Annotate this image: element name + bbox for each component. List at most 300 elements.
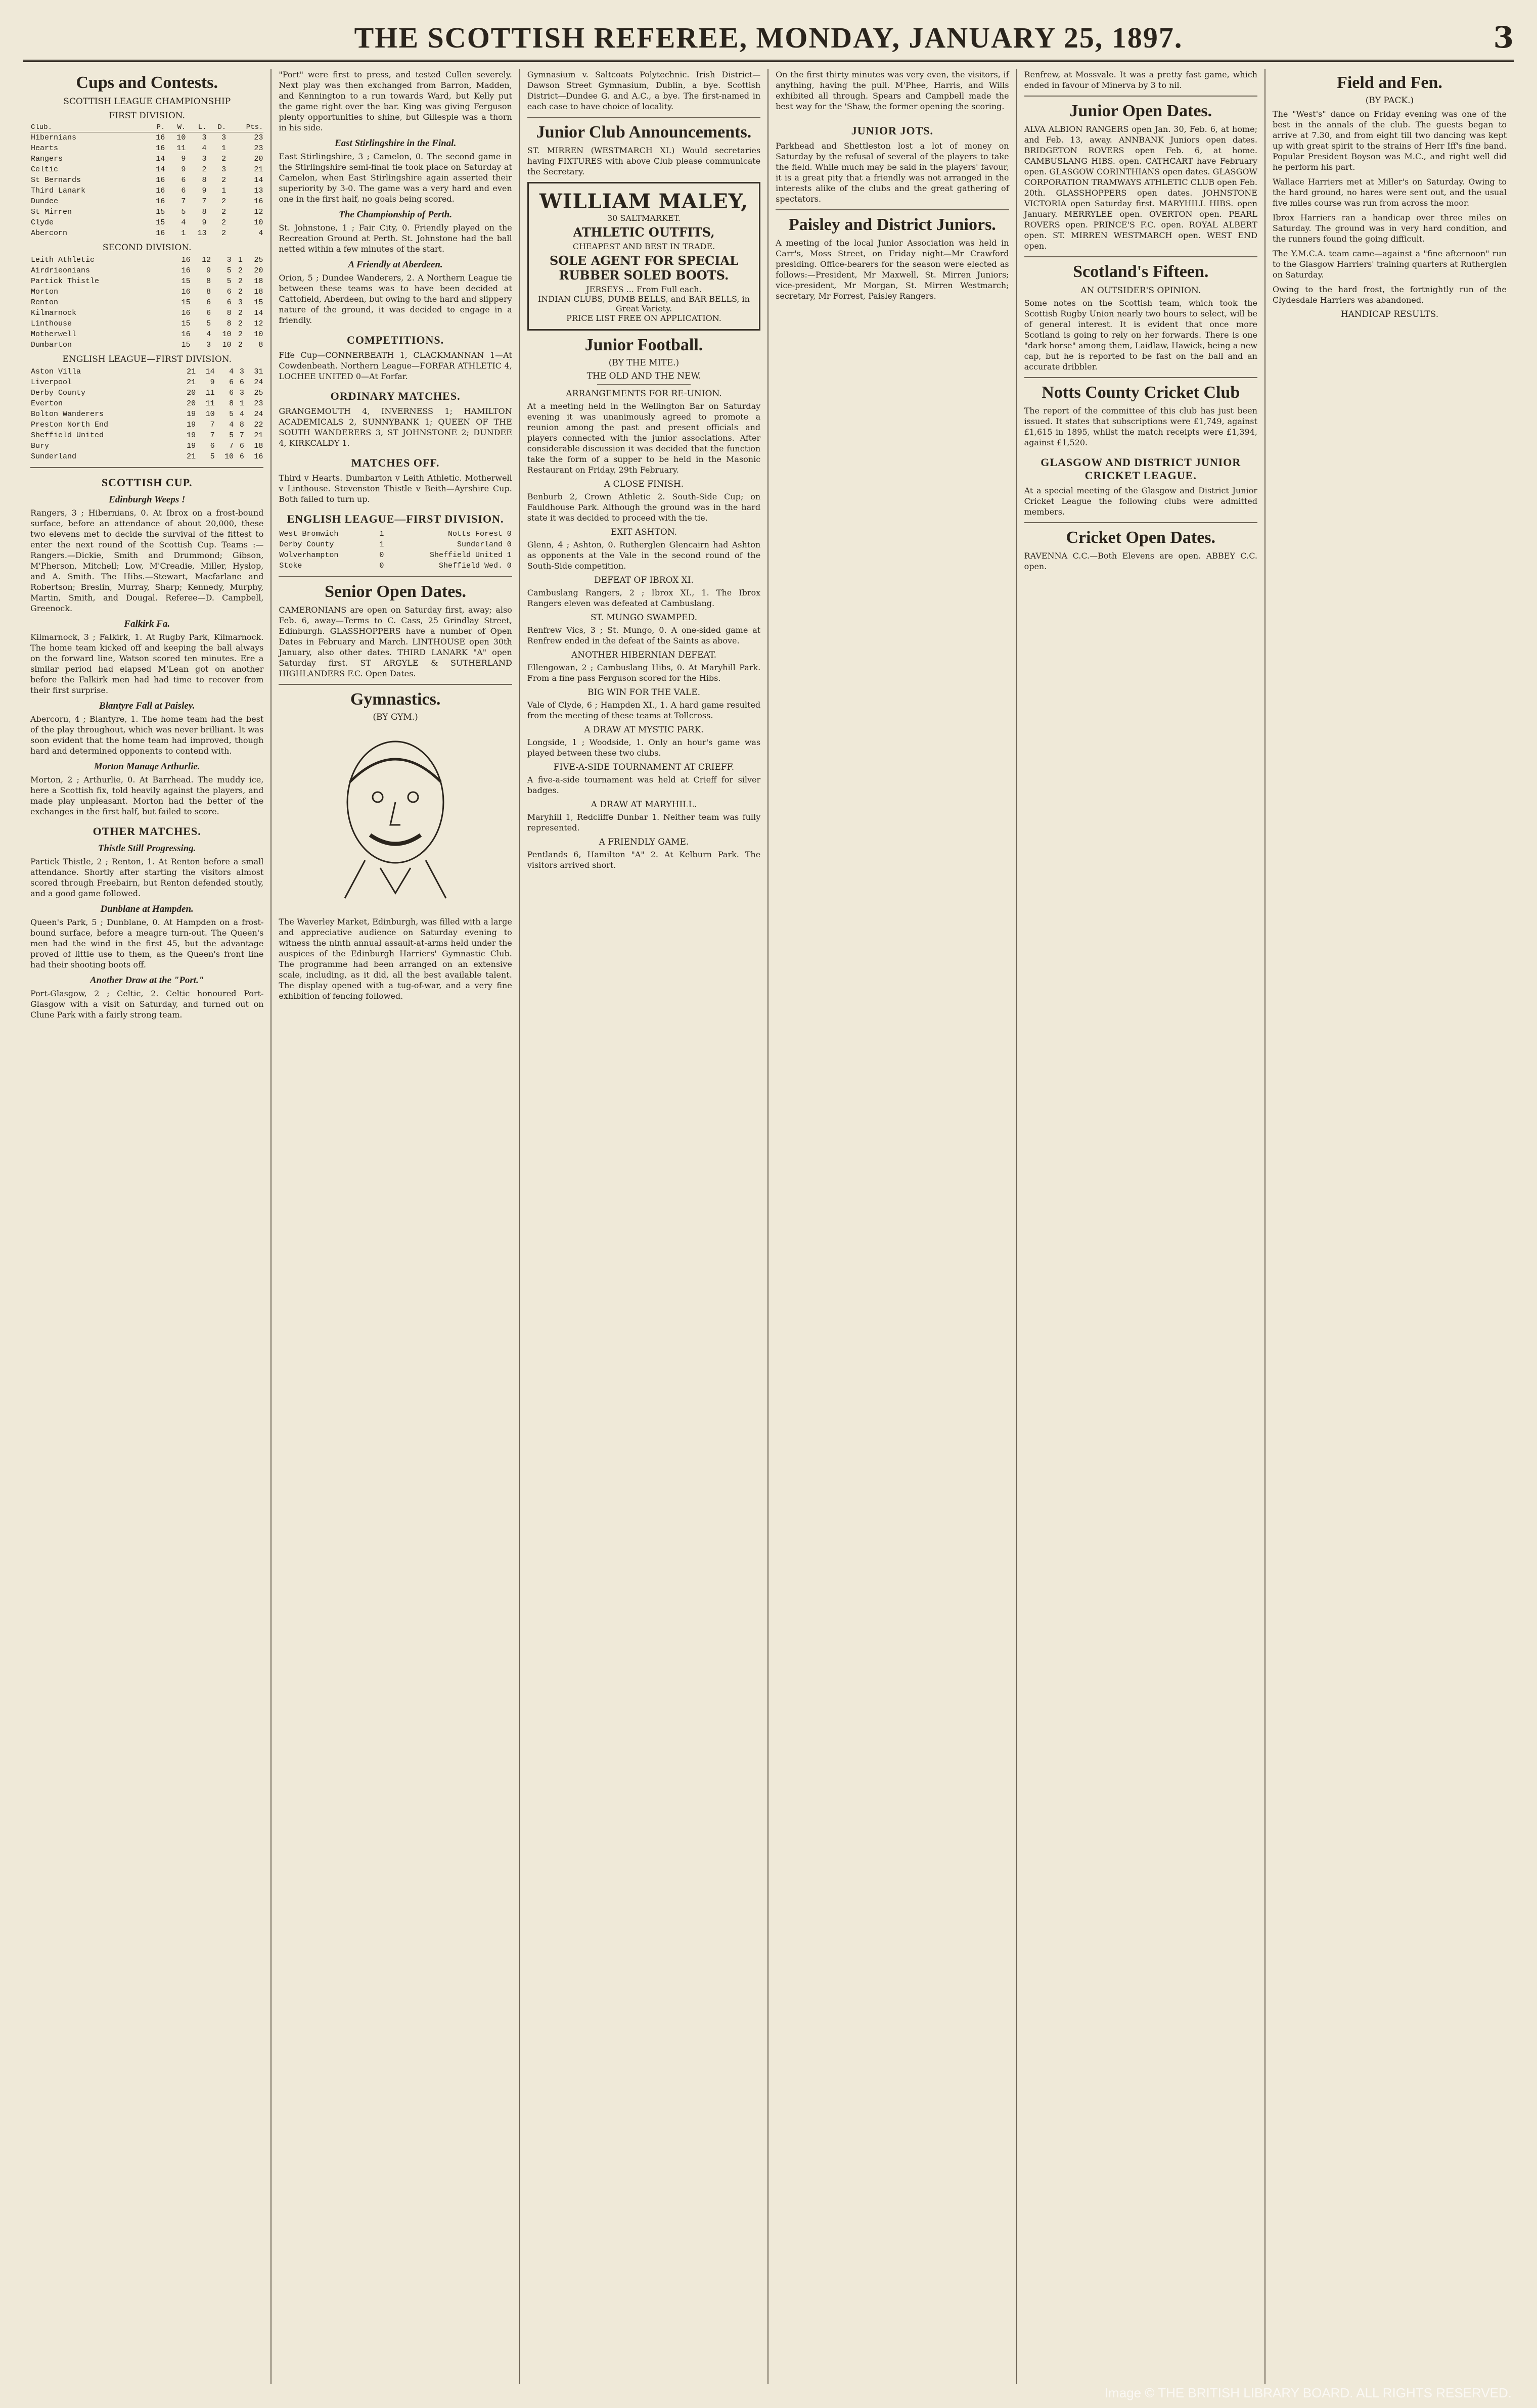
table-row (30, 388, 263, 398)
table-cell: 3 (206, 341, 211, 349)
table-cell: Leith Athletic (31, 256, 95, 264)
blantyre-text: Abercorn, 4 ; Blantyre, 1. The home team had the best of the play throughout, which was never brilliant. It was soon evident that the home team had improved, though hard and determined opponents to contend with. (30, 714, 264, 756)
competitions-heading: COMPETITIONS. (347, 334, 444, 346)
table-cell: 6 (227, 288, 232, 296)
table-row (30, 186, 263, 196)
junior-club-heading: Junior Club Announcements. (536, 123, 752, 142)
fifteen-text: Some notes on the Scottish team, which took the Scottish Rugby Union nearly two hours to select, will be of general interest. It is evident that once more Scotland is going to rely on her forwards. There is one "dark horse" among them, Laidlaw, Hawick, being a new cap, but he is reported to be fast on the ball and an accurate dribbler. (1024, 298, 1257, 372)
table-cell: 7 (210, 431, 215, 440)
table-cell: 7 (181, 197, 186, 206)
table-cell: 4 (229, 367, 234, 376)
table-cell: 9 (202, 218, 207, 227)
table-row (30, 441, 263, 451)
table-cell: 3 (221, 165, 227, 174)
table-cell: 11 (176, 144, 186, 153)
table-cell: 19 (187, 431, 196, 440)
table-cell: 7 (239, 431, 244, 440)
scottish-cup-heading: SCOTTISH CUP. (101, 476, 193, 489)
table-cell: Sunderland (457, 540, 503, 549)
table-cell: Bury (31, 442, 50, 450)
table-cell: 0 (379, 551, 384, 560)
cricket-open-heading: Cricket Open Dates. (1066, 528, 1216, 547)
english-league-title: ENGLISH LEAGUE—FIRST DIVISION. (62, 354, 232, 364)
table-cell: Notts Forest (448, 530, 503, 538)
table-row (30, 287, 263, 297)
col3-top-text: Gymnasium v. Saltcoats Polytechnic. Irish District—Dawson Street Gymnasium, Dublin, a bye. Scottish District—Dundee G. and A.C., a bye. The first-named in each case to have choice of locality. (527, 70, 761, 111)
masthead (23, 19, 1514, 62)
table-cell: 19 (187, 410, 196, 419)
table-cell: 16 (156, 144, 165, 153)
page-number: 3 (1493, 20, 1514, 55)
table-cell: 4 (258, 229, 263, 238)
table-cell: 15 (181, 277, 191, 286)
table-row (30, 318, 263, 329)
perth-heading: The Championship of Perth. (339, 209, 452, 220)
table-cell: 15 (254, 298, 263, 307)
table-cell: 2 (221, 218, 227, 227)
fifteen-heading: Scotland's Fifteen. (1073, 262, 1209, 281)
paisley-heading: Paisley and District Juniors. (788, 215, 996, 234)
table-cell: Sunderland (31, 452, 77, 461)
reunion-text: At a meeting held in the Wellington Bar on Saturday evening it was unanimously agreed to promote a reunion among the past and present officials and players connected with the junior associations. After considerable discussion it was decided that the function take the form of a supper to be held in the Masonic Restaurant on Friday, 29th February. (527, 401, 761, 475)
table-cell: Everton (31, 399, 63, 408)
paisley-text: A meeting of the local Junior Association was held in Carr's, Moss Street, on Friday night—Mr Crawford presiding. Office-bearers for the season were elected as follows:—President, Mr Maxwell, St. Mirren Juniors; vice-president, Mr Morgan, St. Mirren Westmarch; secretary, Mr Forrest, Paisley Rangers. (776, 238, 1009, 301)
another-draw-text: Port-Glasgow, 2 ; Celtic, 2. Celtic honoured Port-Glasgow with a visit on Saturday, and turned out on Clune Park with a fairly strong team. (30, 989, 264, 1020)
table-cell: 16 (181, 256, 191, 264)
field-fen-text-2: Wallace Harriers met at Miller's on Saturday. Owing to the hard ground, no hares were sent out, and the usual five miles course was run from across the moor. (1272, 177, 1507, 208)
table-cell: 7 (229, 442, 234, 450)
table-cell: Preston North End (31, 421, 109, 429)
table-cell: 10 (222, 341, 232, 349)
table-cell: 9 (210, 378, 215, 387)
table-cell: 6 (239, 452, 244, 461)
morton-text: Morton, 2 ; Arthurlie, 0. At Barrhead. The muddy ice, here a Scottish fix, told heavily against the players, and made play unpleasant. Morton had the better of the exchanges in the first half, but failed to score. (30, 775, 264, 816)
table-cell: 10 (176, 133, 186, 142)
table-cell: 8 (229, 399, 234, 408)
table-cell: 8 (239, 421, 244, 429)
table-cell: 16 (181, 288, 191, 296)
table-cell: Morton (31, 288, 59, 296)
table-cell: 10 (222, 330, 232, 339)
table-row (30, 175, 263, 186)
table-cell: Sheffield United (430, 551, 503, 560)
table-cell: Hibernians (31, 133, 77, 142)
table-cell: 2 (238, 309, 243, 317)
table-cell: Third Lanark (31, 187, 86, 195)
table-cell: 3 (239, 367, 244, 376)
table-cell: 10 (254, 218, 263, 227)
hibernian-heading: ANOTHER HIBERNIAN DEFEAT. (571, 650, 717, 660)
table-cell: 2 (221, 197, 227, 206)
table-row (30, 297, 263, 308)
close-finish-text: Benburb 2, Crown Athletic 2. South-Side Cup; on Fauldhouse Park. Although the ground was in the hard state it was decided to proceed with the tie. (527, 492, 761, 523)
table-cell: 21 (187, 378, 196, 387)
blantyre-heading: Blantyre Fall at Paisley. (99, 701, 195, 711)
table-cell: 20 (254, 266, 263, 275)
table-cell: 20 (254, 155, 263, 163)
table-cell: Hearts (31, 144, 59, 153)
table-cell: 1 (507, 551, 512, 560)
table-cell: 2 (221, 229, 227, 238)
table-cell: 1 (379, 540, 384, 549)
ordinary-text: GRANGEMOUTH 4, INVERNESS 1; HAMILTON ACADEMICALS 2, SUNNYBANK 1; QUEEN OF THE SOUTH WANDERERS 3, ST JOHNSTONE 2; DUNDEE 4, KIRKCALDY 1. (279, 406, 512, 448)
table-cell: 3 (227, 256, 232, 264)
swamped-text: Renfrew Vics, 3 ; St. Mungo, 0. A one-sided game at Renfrew ended in the defeat of the Saints as above. (527, 625, 761, 645)
second-division-title: SECOND DIVISION. (102, 243, 192, 253)
notts-heading: Notts County Cricket Club (1042, 383, 1240, 402)
table-cell: 5 (181, 208, 186, 216)
field-fen-text-4: The Y.M.C.A. team came—against a "fine afternoon" run to the Glasgow Harriers' training quarters at Rutherglen on Saturday. (1272, 249, 1507, 280)
field-fen-byline: (BY PACK.) (1365, 96, 1414, 106)
table-cell: 23 (254, 133, 263, 142)
table-cell: 2 (221, 208, 227, 216)
big-win-text: Vale of Clyde, 6 ; Hampden XI., 1. A hard game resulted from the meeting of these teams at Tollcross. (527, 700, 761, 720)
field-fen-text-1: The "West's" dance on Friday evening was one of the best in the annals of the club. The guests began to arrive at 7.30, and from eight till two dancing was kept up with great spirit to the strains of Herr Iff's fine band. Popular President Boyson was M.C., and right well did he perform his part. (1272, 109, 1507, 172)
field-fen-heading: Field and Fen. (1337, 73, 1442, 92)
table-cell: 20 (187, 389, 196, 397)
big-win-heading: BIG WIN FOR THE VALE. (587, 687, 701, 698)
table-cell: Aston Villa (31, 367, 81, 376)
table-cell: Airdrieonians (31, 266, 91, 275)
reunion-heading: ARRANGEMENTS FOR RE-UNION. (566, 389, 722, 399)
table-cell: 6 (229, 378, 234, 387)
english-results-table (279, 529, 512, 571)
table-cell: 3 (239, 389, 244, 397)
second-division-table (30, 255, 263, 350)
table-cell: 23 (254, 399, 263, 408)
table-header: P. (145, 123, 165, 132)
table-cell: Liverpool (31, 378, 72, 387)
maley-advert (527, 182, 760, 331)
column-1 (23, 69, 272, 2384)
table-cell: 25 (254, 389, 263, 397)
table-cell: 31 (254, 367, 263, 376)
falkirk-text: Kilmarnock, 3 ; Falkirk, 1. At Rugby Park, Kilmarnock. The home team kicked off and keeping the ball always on the forward line, Watson scored ten minutes. Ere a similar period had elapsed M'Lean got on another before the Falkirk men had had time to recover from their first surprise. (30, 632, 264, 695)
table-cell: 0 (507, 562, 512, 570)
table-row (30, 451, 263, 462)
exit-heading: EXIT ASHTON. (610, 527, 677, 537)
table-cell: 15 (181, 319, 191, 328)
junior-open-heading: Junior Open Dates. (1069, 102, 1212, 120)
table-cell: Sheffield Wed. (439, 562, 503, 570)
five-a-side-heading: FIVE-A-SIDE TOURNAMENT AT CRIEFF. (553, 762, 735, 772)
table-cell: 14 (254, 309, 263, 317)
table-row (30, 420, 263, 430)
table-cell: 8 (227, 319, 232, 328)
table-cell: 8 (206, 277, 211, 286)
table-cell: Derby County (31, 389, 86, 397)
copyright-footer: Image © THE BRITISH LIBRARY BOARD. ALL RIGHTS RESERVED. (1104, 2385, 1512, 2400)
table-cell: 2 (238, 277, 243, 286)
table-cell: 4 (202, 144, 207, 153)
advert-line4: JERSEYS ... From Full each. (586, 285, 702, 294)
junior-club-text: ST. MIRREN (WESTMARCH XI.) Would secretaries having FIXTURES with above Club please communicate the Secretary. (527, 146, 761, 176)
dunblane-text: Queen's Park, 5 ; Dunblane, 0. At Hampden on a frost-bound surface, before a meagre turn-out. The Queen's men had the wind in the first 45, but the advantage proved of little use to them, as the Queen's front line had their shooting boots off. (30, 917, 264, 969)
table-cell: West Bromwich (279, 530, 339, 538)
table-cell: 15 (156, 218, 165, 227)
table-cell: 10 (205, 410, 215, 419)
table-row (30, 255, 263, 265)
table-cell: 1 (239, 399, 244, 408)
maryhill-heading: A DRAW AT MARYHILL. (591, 800, 697, 810)
table-row (30, 164, 263, 175)
table-cell: 6 (239, 442, 244, 450)
table-cell: 15 (181, 341, 191, 349)
five-a-side-text: A five-a-side tournament was held at Crieff for silver badges. (527, 775, 761, 795)
notts-text: The report of the committee of this club has just been issued. It states that subscriptions were £1,749, against £1,615 in 1895, whilst the match receipts were £1,394, against £1,520. (1024, 406, 1257, 447)
senior-open-text: CAMERONIANS are open on Saturday first, away; also Feb. 6, away—Terms to C. Cass, 25 Grindlay Street, Edinburgh. GLASSHOPPERS have a number of Open Dates in February and March. LINTHOUSE open 30th January, also other dates. THIRD LANARK "A" open Saturday first. ST ARGYLE & SUTHERLAND HIGHLANDERS F.C. Open Dates. (279, 605, 512, 678)
column-6 (1265, 69, 1514, 2384)
table-cell: 4 (206, 330, 211, 339)
table-cell: 6 (206, 309, 211, 317)
table-cell: 9 (181, 165, 186, 174)
table-cell: 9 (181, 155, 186, 163)
table-row (30, 196, 263, 207)
table-cell: 16 (181, 330, 191, 339)
table-cell: 1 (221, 187, 227, 195)
table-row (30, 366, 263, 377)
table-cell: 4 (229, 421, 234, 429)
table-cell: 2 (238, 319, 243, 328)
advert-line6: PRICE LIST FREE ON APPLICATION. (566, 313, 721, 323)
columns (23, 69, 1514, 2384)
table-cell: Celtic (31, 165, 59, 174)
table-row (30, 377, 263, 388)
field-fen-text-3: Ibrox Harriers ran a handicap over three miles on Saturday. The ground was in very hard condition, and the runners found the going difficult. (1272, 213, 1507, 244)
table-row (30, 143, 263, 154)
friendly-text: Pentlands 6, Hamilton "A" 2. At Kelburn Park. The visitors arrived short. (527, 850, 761, 870)
table-header: W. (165, 123, 186, 132)
table-cell: 24 (254, 410, 263, 419)
competitions-text: Fife Cup—CONNERBEATH 1, CLACKMANNAN 1—At Cowdenbeath. Northern League—FORFAR ATHLETIC 4, LOCHEE UNITED 0—At Forfar. (279, 350, 512, 381)
table-cell: 12 (202, 256, 211, 264)
glasgow-league-heading: GLASGOW AND DISTRICT JUNIOR CRICKET LEAGUE. (1041, 456, 1241, 482)
table-cell: 8 (202, 176, 207, 184)
advert-line5: INDIAN CLUBS, DUMB BELLS, and BAR BELLS, in Great Variety. (537, 294, 750, 313)
fifteen-subheading: AN OUTSIDER'S OPINION. (1080, 286, 1201, 296)
table-cell: 6 (229, 389, 234, 397)
table-header: D. (207, 123, 227, 132)
perth-text: St. Johnstone, 1 ; Fair City, 0. Friendly played on the Recreation Ground at Perth. St. Johnstone had the ball netted within a few minutes of the start. (279, 223, 512, 254)
maryhill-text: Maryhill 1, Redcliffe Dunbar 1. Neither team was fully represented. (527, 812, 761, 832)
table-cell: 1 (181, 229, 186, 238)
table-row (30, 217, 263, 228)
junior-byline: (BY THE MITE.) (608, 358, 680, 368)
table-cell: Stoke (279, 562, 302, 570)
table-cell: 8 (202, 208, 207, 216)
table-cell: 16 (156, 197, 165, 206)
table-cell: 16 (181, 309, 191, 317)
table-cell: 16 (156, 176, 165, 184)
table-cell: 16 (156, 133, 165, 142)
stirling-heading: East Stirlingshire in the Final. (334, 138, 457, 149)
draw-mystic-heading: A DRAW AT MYSTIC PARK. (584, 725, 704, 735)
senior-open-heading: Senior Open Dates. (325, 582, 467, 601)
aberdeen-text: Orion, 5 ; Dundee Wanderers, 2. A Northern League tie between these teams was to have been decided at Cattofield, Aberdeen, but owing to the hard and slippery nature of the ground, it was decided to engage in a friendly. (279, 273, 512, 325)
table-cell: 5 (229, 410, 234, 419)
table-cell: 2 (238, 330, 243, 339)
table-cell: 21 (187, 367, 196, 376)
table-cell: 14 (205, 367, 215, 376)
table-cell: 8 (258, 341, 263, 349)
table-cell: 6 (181, 176, 186, 184)
table-cell: 3 (221, 133, 227, 142)
table-cell: 2 (221, 176, 227, 184)
table-cell: 1 (221, 144, 227, 153)
table-cell: 19 (187, 421, 196, 429)
table-row (30, 329, 263, 340)
table-cell: Renton (31, 298, 59, 307)
table-row (30, 228, 263, 239)
table-cell: 9 (206, 266, 211, 275)
table-row (30, 308, 263, 318)
hibernian-text: Ellengowan, 2 ; Cambuslang Hibs, 0. At Maryhill Park. From a fine pass Ferguson scored for the Hibs. (527, 663, 761, 683)
table-row (30, 276, 263, 287)
table-cell: 14 (156, 165, 165, 174)
table-cell: 4 (181, 218, 186, 227)
table-cell: 11 (205, 389, 215, 397)
table-cell: Kilmarnock (31, 309, 77, 317)
table-cell: 4 (239, 410, 244, 419)
table-cell: 9 (202, 187, 207, 195)
table-cell: 5 (210, 452, 215, 461)
col5-top-text: Renfrew, at Mossvale. It was a pretty fast game, which ended in favour of Minerva by 3 to nil. (1024, 70, 1257, 90)
table-header: Pts. (227, 123, 263, 132)
advert-line1: ATHLETIC OUTFITS, (573, 225, 715, 240)
table-row (30, 154, 263, 164)
table-cell: St Mirren (31, 208, 72, 216)
table-cell: 7 (202, 197, 207, 206)
table-cell: 10 (224, 452, 234, 461)
table-cell: 1 (379, 530, 384, 538)
exit-text: Glenn, 4 ; Ashton, 0. Rutherglen Glencairn had Ashton as opponents at the Vale in the second round of the South-Side competition. (527, 540, 761, 571)
thistle-text: Partick Thistle, 2 ; Renton, 1. At Renton before a small attendance. Shortly after starting the visitors almost scored through Freebairn, but Renton defended stoutly, and a good game followed. (30, 857, 264, 898)
falkirk-heading: Falkirk Fa. (124, 619, 170, 629)
table-row (30, 265, 263, 276)
advert-address: 30 SALTMARKET. (607, 213, 681, 223)
table-header: Club. (30, 123, 145, 132)
table-row (279, 561, 512, 571)
table-cell: Clyde (31, 218, 54, 227)
defeat-text: Cambuslang Rangers, 2 ; Ibrox XI., 1. The Ibrox Rangers eleven was defeated at Cambuslang. (527, 588, 761, 608)
another-draw-heading: Another Draw at the "Port." (90, 975, 204, 986)
col2-opening-text: "Port" were first to press, and tested Cullen severely. Next play was then exchanged from Barron, Madden, and Kennington to a run towards Ward, but Kelly put the game right over the bar. King was giving Ferguson plenty opportunities to shine, but Gillespie was a thorn in his side. (279, 70, 512, 132)
table-row (279, 529, 512, 539)
gymnastics-heading: Gymnastics. (350, 690, 441, 709)
table-cell: 16 (254, 452, 263, 461)
table-cell: 18 (254, 442, 263, 450)
table-cell: 13 (254, 187, 263, 195)
gymnastics-text: The Waverley Market, Edinburgh, was filled with a large and appreciative audience on Saturday evening to witness the ninth annual assault-at-arms held under the auspices of the Edinburgh Harriers' Gymnastic Club. The programme had been arranged on an extensive scale, including, as it did, all the best available talent. The display opened with a tug-of-war, and a very fine exhibition of fencing followed. (279, 917, 512, 1001)
english-league-table (30, 366, 263, 462)
table-cell: Derby County (279, 540, 334, 549)
morton-heading: Morton Manage Arthurlie. (94, 761, 200, 772)
table-row (30, 398, 263, 409)
stirling-text: East Stirlingshire, 3 ; Camelon, 0. The second game in the Stirlingshire semi-final tie took place on Saturday at Camelon, when East Stirlingshire again asserted their superiority by 3-0. The game was a very hard and even one in the first half, no goals being scored. (279, 152, 512, 204)
table-cell: Sheffield United (31, 431, 104, 440)
table-cell: 21 (254, 165, 263, 174)
glasgow-league-text: At a special meeting of the Glasgow and District Junior Cricket League the following clubs were admitted members. (1024, 486, 1257, 517)
table-cell: 16 (156, 229, 165, 238)
table-cell: Abercorn (31, 229, 68, 238)
table-cell: 23 (254, 144, 263, 153)
table-cell: 18 (254, 288, 263, 296)
old-new-title: THE OLD AND THE NEW. (586, 371, 701, 381)
column-3 (520, 69, 768, 2384)
matches-off-text: Third v Hearts. Dumbarton v Leith Athletic. Motherwell v Linthouse. Stevenston Thistle v Beith—Ayrshire Cup. Both failed to turn up. (279, 473, 512, 504)
close-finish-heading: A CLOSE FINISH. (604, 479, 684, 489)
table-cell: 2 (202, 165, 207, 174)
column-4 (768, 69, 1017, 2384)
advert-line3: SOLE AGENT FOR SPECIAL RUBBER SOLED BOOTS. (549, 253, 739, 283)
table-cell: Bolton Wanderers (31, 410, 104, 419)
table-cell: 21 (254, 431, 263, 440)
table-cell: 18 (254, 277, 263, 286)
table-cell: 10 (254, 330, 263, 339)
advert-name: WILLIAM MALEY, (539, 190, 749, 213)
cups-heading: Cups and Contests. (76, 73, 218, 92)
table-cell: Linthouse (31, 319, 72, 328)
table-cell: 20 (187, 399, 196, 408)
table-cell: 12 (254, 319, 263, 328)
table-cell: 6 (206, 298, 211, 307)
gymnastics-byline: (BY GYM.) (373, 712, 418, 722)
table-row (279, 539, 512, 550)
table-cell: 6 (181, 187, 186, 195)
friendly-heading: A FRIENDLY GAME. (599, 837, 689, 847)
dunblane-heading: Dunblane at Hampden. (100, 904, 194, 914)
masthead-title: THE SCOTTISH REFEREE, MONDAY, JANUARY 25, 1897. (354, 21, 1183, 54)
table-cell: 15 (156, 208, 165, 216)
ordinary-heading: ORDINARY MATCHES. (330, 390, 461, 402)
table-cell: 6 (210, 442, 215, 450)
jots-heading: JUNIOR JOTS. (851, 124, 934, 137)
table-cell: 15 (181, 298, 191, 307)
cup-subheading: Edinburgh Weeps ! (109, 494, 186, 505)
table-cell: 1 (238, 256, 243, 264)
table-cell: 2 (238, 341, 243, 349)
junior-football-heading: Junior Football. (584, 336, 703, 354)
table-cell: Rangers (31, 155, 63, 163)
table-cell: 2 (238, 288, 243, 296)
column-2 (272, 69, 520, 2384)
table-cell: 8 (227, 309, 232, 317)
table-cell: 5 (227, 266, 232, 275)
field-fen-text-5: Owing to the hard frost, the fortnightly run of the Clydesdale Harriers was abandoned. (1272, 285, 1507, 305)
col4-top-text: On the first thirty minutes was very even, the visitors, if anything, having the pull. M'Phee, Harris, and Wills exhibited all through. Spears and Campbell made the best way for the 'Shaw, the former opening the scoring. (776, 70, 1009, 111)
table-cell: 11 (205, 399, 215, 408)
table-cell: 3 (202, 133, 207, 142)
jots-text: Parkhead and Shettleston lost a lot of money on Saturday by the refusal of several of the players to take the field. While much may be said in the players' favour, it is a great pity that a friendly was not arranged in the interests alike of the clubs and the great gathering of spectators. (776, 141, 1009, 204)
table-cell: 2 (238, 266, 243, 275)
portrait-engraving-icon (314, 726, 476, 908)
cup-text: Rangers, 3 ; Hibernians, 0. At Ibrox on a frost-bound surface, before an attendance of about 20,000, these two elevens met to decide the survival of the fittest to enter the next round of the Scottish Cup. Teams :—Rangers.—Dickie, Smith and Drummond; Gibson, M'Pherson, Mitchell; Low, M'Creadie, Miller, Hyslop, and A. Smith. The Hibs.—Stewart, Macfarlane and Robertson; Breslin, Murray, Sharp; Kennedy, Murphy, Martin, Smith, and Dougal. Referee—D. Campbell, Greenock. (30, 508, 264, 613)
table-cell: 0 (507, 530, 512, 538)
table-row (30, 207, 263, 217)
table-cell: 6 (227, 298, 232, 307)
table-cell: Wolverhampton (279, 551, 339, 560)
table-cell: 6 (239, 378, 244, 387)
table-cell: 5 (206, 319, 211, 328)
table-row (30, 430, 263, 441)
table-cell: Motherwell (31, 330, 77, 339)
table-row (279, 550, 512, 561)
table-cell: 5 (227, 277, 232, 286)
junior-open-text: ALVA ALBION RANGERS open Jan. 30, Feb. 6, at home; and Feb. 13, away. ANNBANK Juniors open dates. BRIDGETON ROVERS open Feb. 6, at home. CAMBUSLANG HIBS. open. CATHCART have February open. GLASGOW CORINTHIANS open dates. GLASGOW CORPORATION TRAMWAYS ATHLETIC CLUB open Feb. 20th. GLASSHOPPERS open dates. JOHNSTONE VICTORIA open Saturday first. MARYHILL HIBS. open January. MERRYLEE open. OVERTON open. PEARL ROVERS open. PRINCE'S F.C. open. ROYAL ALBERT open. ST. MIRREN WESTMARCH open. WEST END open. (1024, 124, 1257, 251)
table-cell: Partick Thistle (31, 277, 100, 286)
aberdeen-heading: A Friendly at Aberdeen. (348, 259, 443, 270)
english-results-heading: ENGLISH LEAGUE—FIRST DIVISION. (287, 513, 504, 525)
